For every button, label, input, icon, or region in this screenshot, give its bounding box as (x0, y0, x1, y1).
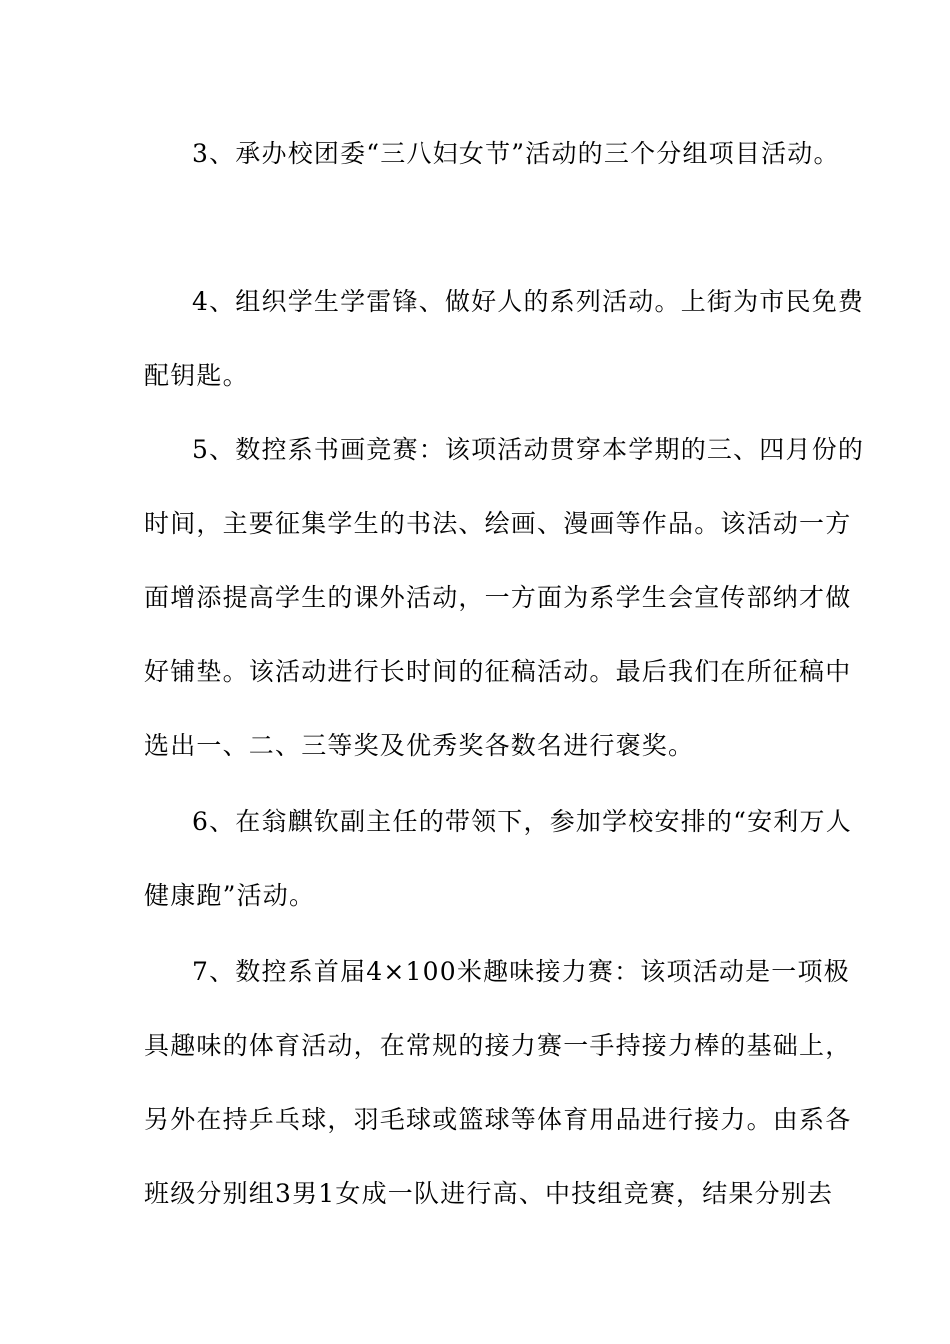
paragraph-4-line-2: 配钥匙。 (144, 361, 249, 390)
paragraph-6-line-2: 健康跑”活动。 (144, 881, 316, 910)
paragraph-5-line-2: 时间，主要征集学生的书法、绘画、漫画等作品。该活动一方 (144, 509, 852, 538)
paragraph-7-line-4: 班级分别组3男1女成一队进行高、中技组竞赛，结果分别去 (144, 1179, 834, 1208)
paragraph-5-line-4: 好铺垫。该活动进行长时间的征稿活动。最后我们在所征稿中 (144, 657, 852, 686)
paragraph-5-line-3: 面增添提高学生的课外活动，一方面为系学生会宣传部纳才做 (144, 583, 852, 612)
paragraph-5-line-5: 选出一、二、三等奖及优秀奖各数名进行褒奖。 (144, 731, 695, 760)
paragraph-6-line-1: 6、在翁麒钦副主任的带领下，参加学校安排的“安利万人 (192, 807, 852, 836)
paragraph-5-line-1: 5、数控系书画竞赛：该项活动贯穿本学期的三、四月份的 (192, 435, 865, 464)
paragraph-7-line-3: 另外在持乒乓球，羽毛球或篮球等体育用品进行接力。由系各 (144, 1105, 852, 1134)
paragraph-7-line-1: 7、数控系首届4×100米趣味接力赛：该项活动是一项极 (192, 957, 850, 986)
paragraph-3-line-1: 3、承办校团委“三八妇女节”活动的三个分组项目活动。 (192, 139, 840, 168)
paragraph-7-line-2: 具趣味的体育活动，在常规的接力赛一手持接力棒的基础上， (144, 1031, 852, 1060)
paragraph-4-line-1: 4、组织学生学雷锋、做好人的系列活动。上街为市民免费 (192, 287, 865, 316)
